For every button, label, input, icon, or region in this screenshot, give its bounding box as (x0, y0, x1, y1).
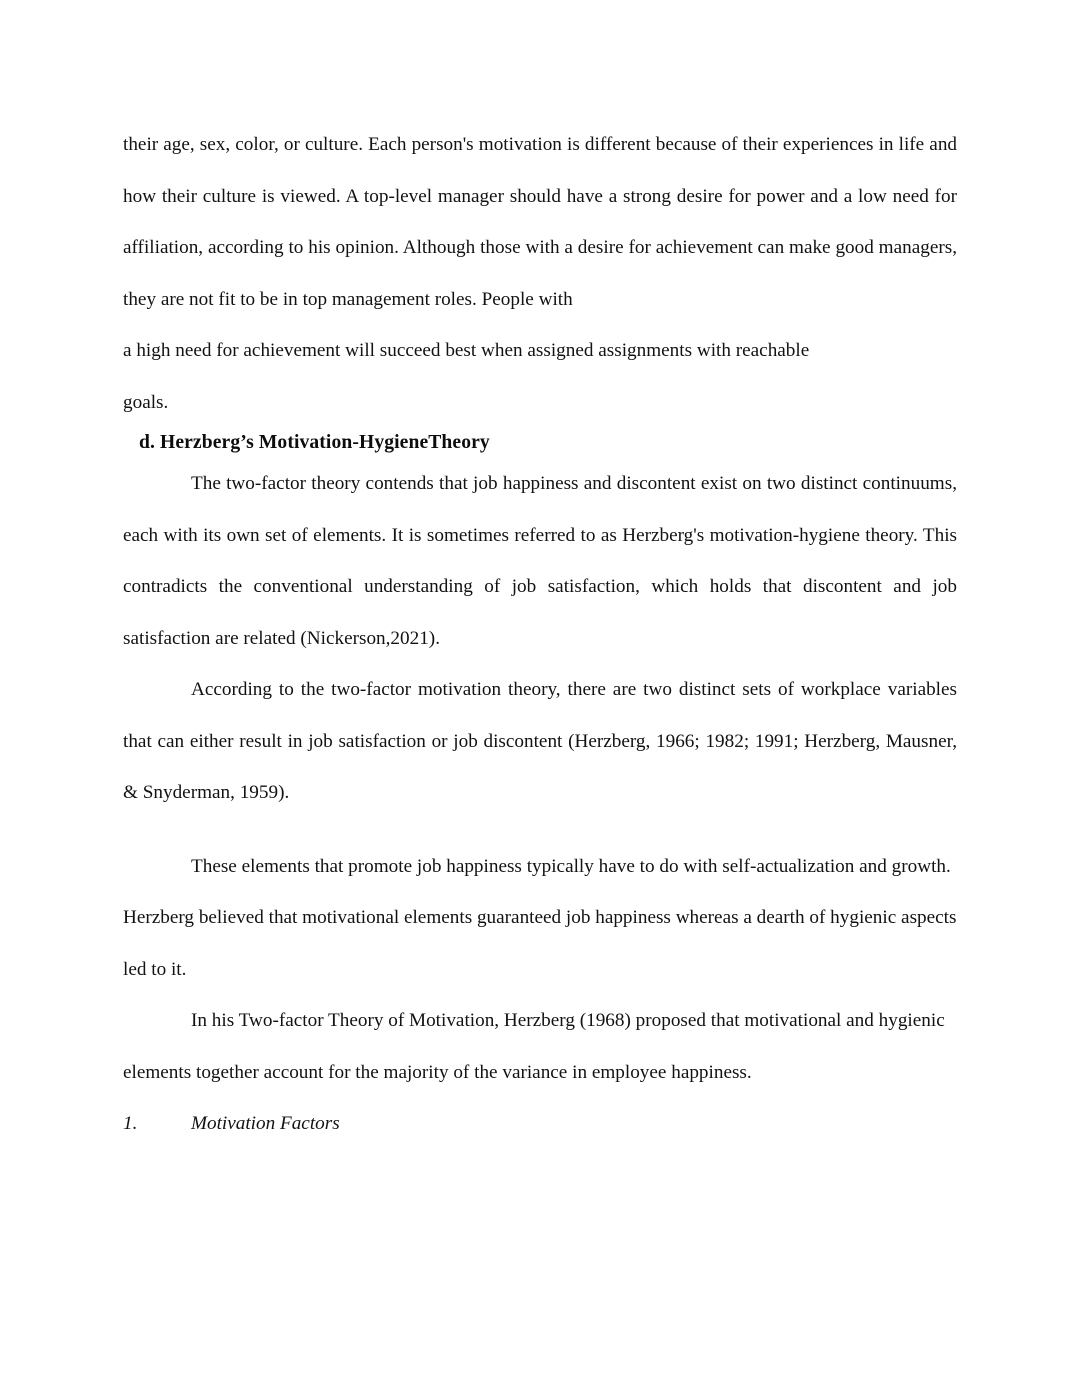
paragraph-continuation-tail-line-1: a high need for achievement will succeed best when assigned assignments with reachable (123, 340, 810, 361)
page-body-content (123, 119, 957, 1150)
paragraph-continuation-tail-line-2: goals. (123, 391, 169, 413)
list-item-label: Motivation Factors (191, 1113, 340, 1134)
paragraph-two-factor-theory: The two-factor theory contends that job happiness and discontent exist on two distinct continuums, each with its own set of elements. It is sometimes referred to as Herzberg's motivation-hygiene theory. This contradicts the conventional understanding of job satisfaction, which holds that discontent and job satisfaction are related (Nickerson,2021). (123, 473, 957, 649)
paragraph-spacer (123, 819, 957, 841)
paragraph-in-his-two-factor-theory: In his Two-factor Theory of Motivation, Herzberg (1968) proposed that motivational and hygienic elements together account for the majority of the variance in employee happiness. (123, 1010, 945, 1083)
paragraph-these-elements: These elements that promote job happiness typically have to do with self-actualization and growth. Herzberg believed that motivational elements guaranteed job happiness whereas a dearth of hygienic aspects led to it. (123, 855, 957, 980)
numbered-list-item-motivation-factors (123, 1098, 957, 1150)
paragraph-continuation: their age, sex, color, or culture. Each person's motivation is different because of their experiences in life and how their culture is viewed. A top-level manager should have a strong desire for power and a low need for affiliation, according to his opinion. Although those with a desire for achievement can make good managers, they are not fit to be in top management roles. People with (123, 134, 957, 310)
section-heading-herzberg-motivation-hygiene-theory: d. Herzberg’s Motivation-HygieneTheory (139, 432, 490, 453)
paragraph-according-to-two-factor: According to the two-factor motivation theory, there are two distinct sets of workplace variables that can either result in job satisfaction or job discontent (Herzberg, 1966; 1982; 1991; Herzberg, Mausner, & Snyderman, 1959). (123, 679, 957, 803)
list-item-number: 1. (123, 1113, 138, 1134)
